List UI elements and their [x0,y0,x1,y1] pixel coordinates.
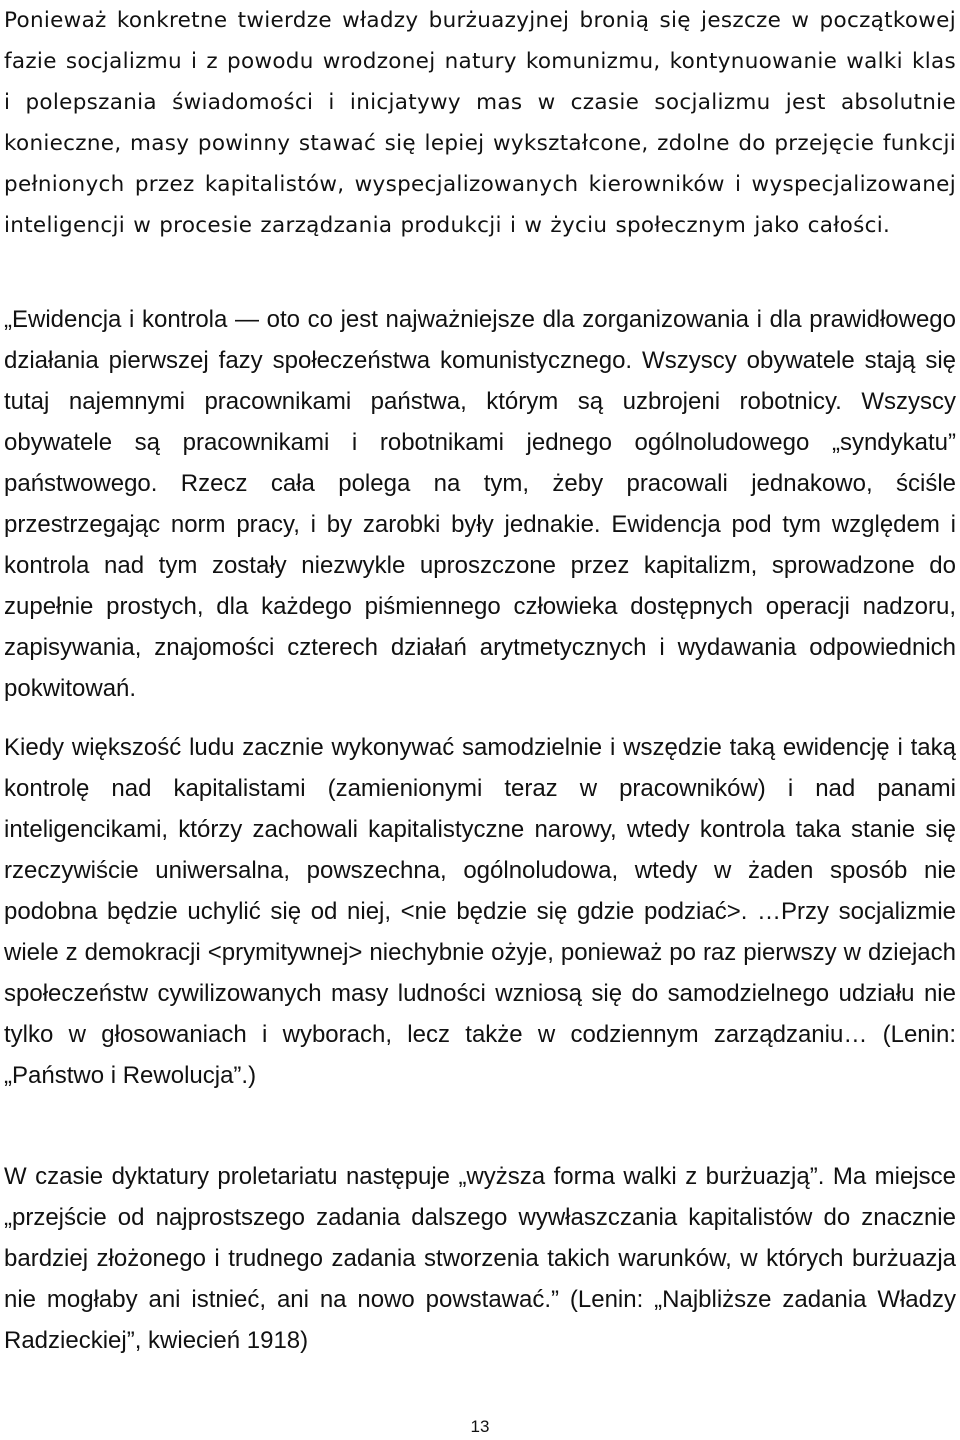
paragraph-4: W czasie dyktatury proletariatu następuje „wyższa forma walki z burżuazją”. Ma miejsce „przejście od najprostszego zadania dalszego wywłaszczania kapitalistów do znacznie bardziej złożonego i trudnego zadania stworzenia takich warunków, w których burżuazja nie mogłaby ani istnieć, ani na nowo powstawać.” (Lenin: „Najbliższe zadania Władzy Radzieckiej”, kwiecień 1918) [4,1163,956,1354]
paragraph-1: Ponieważ konkretne twierdze władzy burżuazyjnej bronią się jeszcze w początkowej fazie socjalizmu i z powodu wrodzonej natury komunizmu, kontynuowanie walki klas i polepszania świadomości i inicjatywy mas w czasie socjalizmu jest absolutnie konieczne, masy powinny stawać się lepiej wykształcone, zdolne do przejęcie funkcji pełnionych przez kapitalistów, wyspecjalizowanych kierowników i wyspecjalizowanej inteligencji w procesie zarządzania produkcji i w życiu społecznym jako całości. [4,8,956,238]
page-number: 13 [470,1417,490,1436]
document-page [4,0,956,1440]
paragraph-3: Kiedy większość ludu zacznie wykonywać samodzielnie i wszędzie taką ewidencję i taką kontrolę nad kapitalistami (zamienionymi teraz w pracowników) i nad panami inteligencikami, którzy zachowali kapitalistyczne narowy, wtedy kontrola taka stanie się rzeczywiście uniwersalna, powszechna, ogólnoludowa, wtedy w żaden sposób nie podobna będzie uchylić się od niej, <nie będzie się gdzie podziać>. …Przy socjalizmie wiele z demokracji <prymitywnej> niechybnie ożyje, ponieważ po raz pierwszy w dziejach społeczeństw cywilizowanych masy ludności wzniosą się do samodzielnego udziału nie tylko w głosowaniach i wyborach, lecz także w codziennym zarządzaniu… (Lenin: „Państwo i Rewolucja”.) [4,734,956,1089]
paragraph-2-quote: „Ewidencja i kontrola — oto co jest najważniejsze dla zorganizowania i dla prawidłowego działania pierwszej fazy społeczeństwa komunistycznego. Wszyscy obywatele stają się tutaj najemnymi pracownikami państwa, którym są uzbrojeni robotnicy. Wszyscy obywatele są pracownikami i robotnikami jednego ogólnoludowego „syndykatu” państwowego. Rzecz cała polega na tym, żeby pracowali jednakowo, ściśle przestrzegając norm pracy, i by zarobki były jednakie. Ewidencja pod tym względem i kontrola nad tym zostały niezwykle uproszczone przez kapitalizm, sprowadzone do zupełnie prostych, dla każdego piśmiennego człowieka dostępnych operacji nadzoru, zapisywania, znajomości czterech działań arytmetycznych i wydawania odpowiednich pokwitowań. [4,306,956,702]
